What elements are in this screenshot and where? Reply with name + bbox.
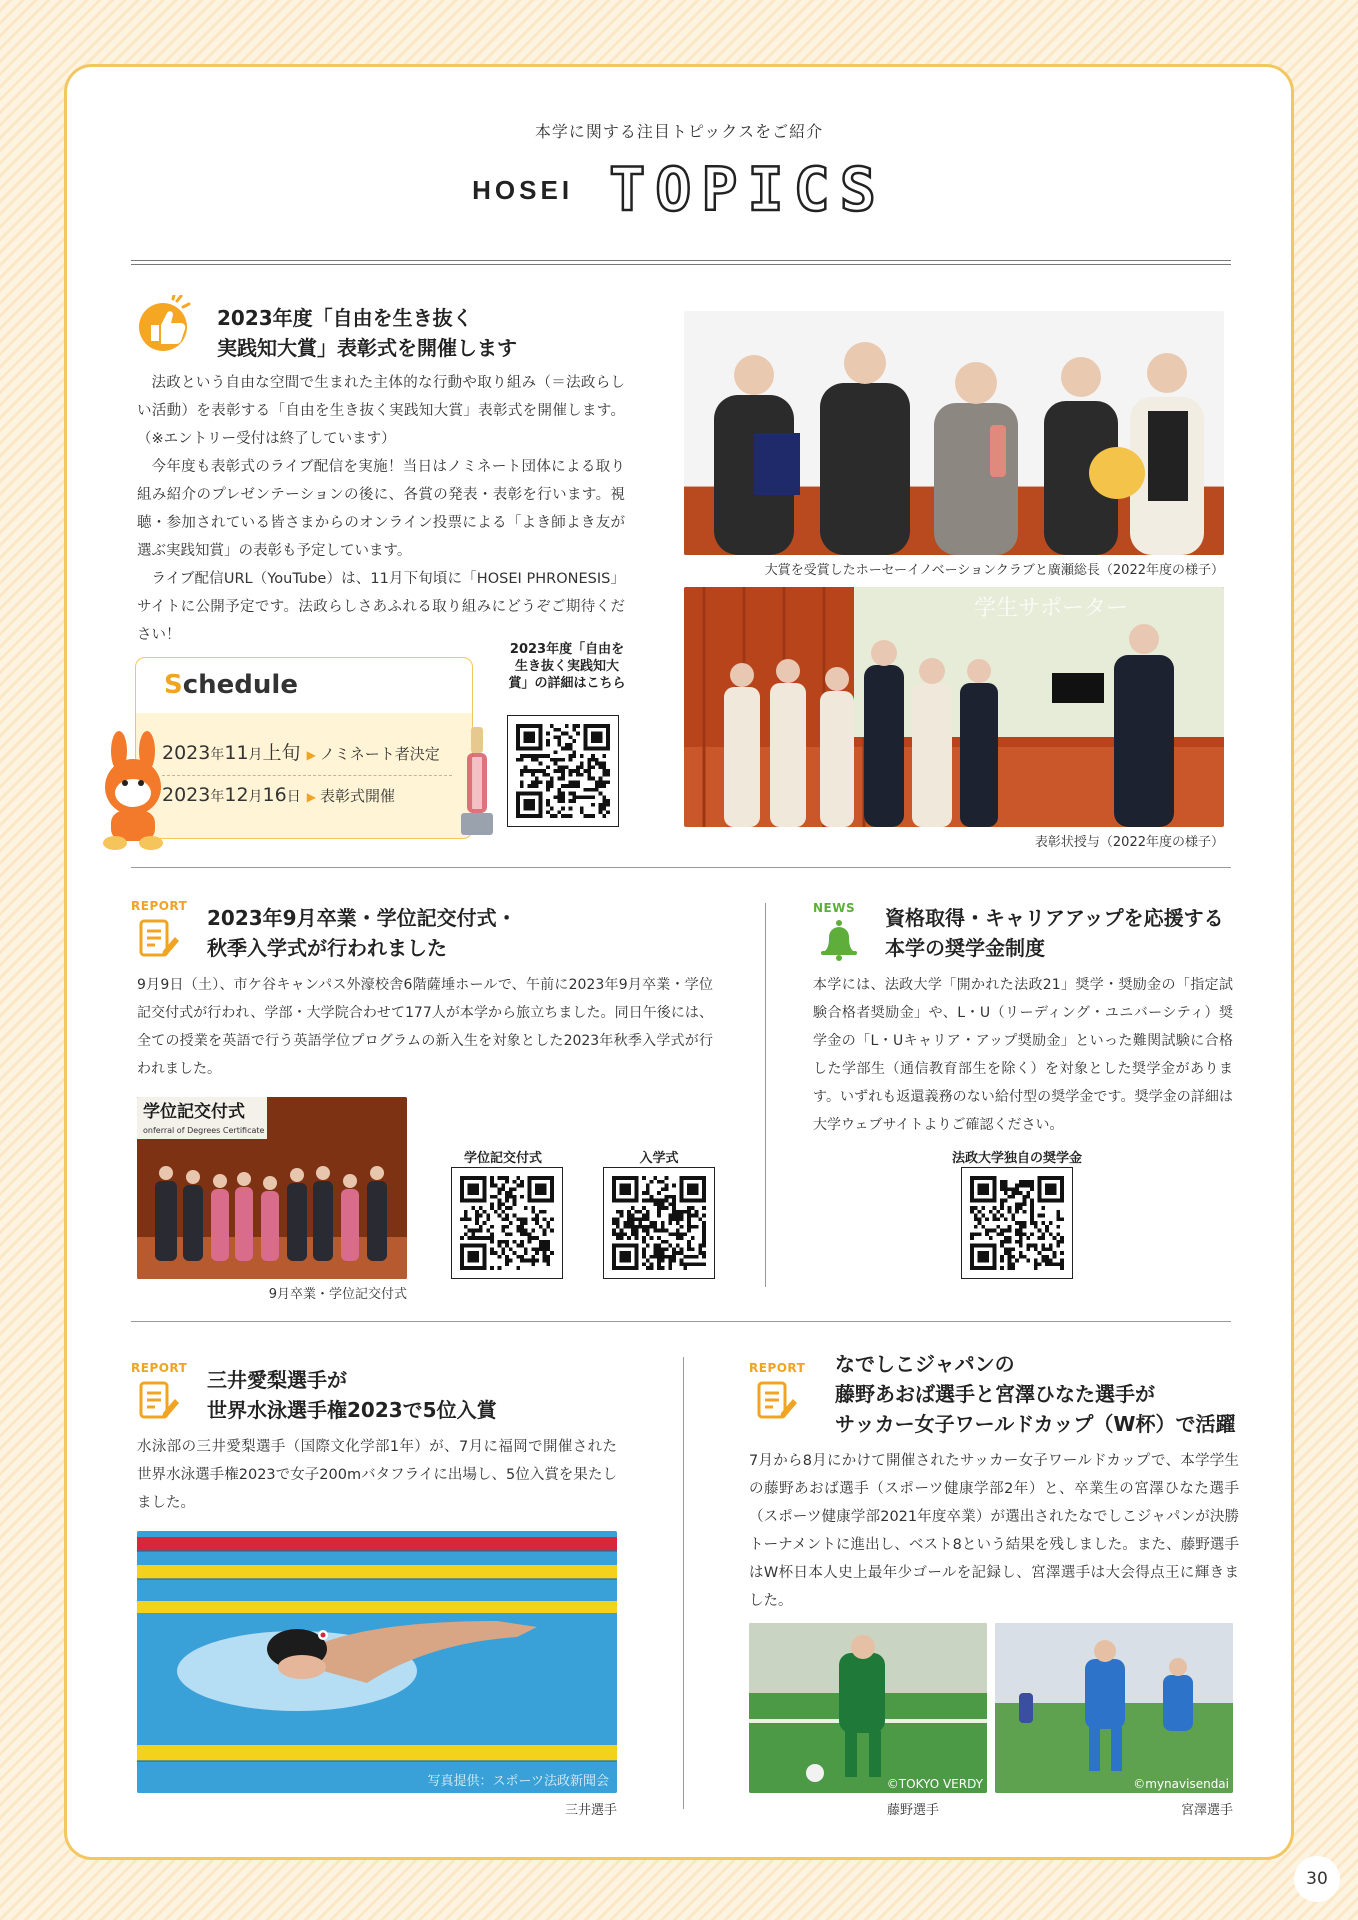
report-pencil-icon — [757, 1381, 799, 1421]
trophy-illustration — [455, 723, 499, 843]
award-paragraph-2: 今年度も表彰式のライブ配信を実施！当日はノミネート団体による取り組み紹介のプレゼンテーションの後に、各賞の発表・表彰を行います。視聴・参加されている皆さまからのオンライン投票による「よき師よき友が選ぶ実践知賞」の表彰も予定しています。 — [137, 459, 625, 559]
section-divider-2 — [131, 1321, 1231, 1322]
award-paragraph-1: 法政という自由な空間で生まれた主体的な行動や取り組み（＝法政らしい活動）を表彰する「自由を生き抜く実践知大賞」表彰式を開催します。（※エントリー受付は終了しています） — [137, 375, 625, 447]
schedule-title: Schedule — [164, 670, 298, 700]
page-subtitle: 本学に関する注目トピックスをご紹介 — [534, 122, 824, 141]
scholarship-title-line2: 本学の奨学金制度 — [885, 936, 1045, 960]
graduation-title — [207, 903, 627, 963]
award-title-line2: 実践知大賞」表彰式を開催します — [217, 336, 517, 360]
graduation-photo-caption: 9月卒業・学位記交付式 — [268, 1287, 407, 1302]
soccer-title — [835, 1349, 1255, 1439]
swimming-title-line2: 世界水泳選手権2023で5位入賞 — [207, 1398, 497, 1422]
schedule-box — [135, 657, 473, 839]
award-photo-1 — [684, 311, 1224, 555]
thumbs-up-icon — [137, 295, 193, 355]
bell-icon — [819, 919, 859, 961]
award-qr-code[interactable] — [507, 715, 619, 827]
graduation-qr1-label: 学位記交付式 — [463, 1151, 542, 1166]
soccer-photo-1-credit: ©TOKYO VERDY — [886, 1777, 983, 1791]
section-divider-1 — [131, 867, 1231, 868]
soccer-photo-2 — [995, 1623, 1233, 1793]
soccer-photo-1-caption: 藤野選手 — [886, 1803, 939, 1818]
swimming-photo-credit: 写真提供：スポーツ法政新聞会 — [427, 1774, 609, 1789]
scholarship-news-tag: NEWS — [813, 901, 856, 915]
brand-label: HOSEI — [472, 174, 574, 205]
section-vertical-divider-2 — [683, 1357, 684, 1809]
soccer-title-line2: 藤野あおば選手と宮澤ひなた選手が — [835, 1382, 1155, 1406]
mascot-illustration — [87, 731, 179, 851]
swimming-report-tag: REPORT — [131, 1361, 188, 1375]
topics-heading: TOPICS — [609, 155, 886, 225]
swimming-title-line1: 三井愛梨選手が — [207, 1368, 347, 1392]
soccer-photo-1 — [749, 1623, 987, 1793]
award-photo-2-banner: 学生サポーター — [974, 596, 1129, 621]
scholarship-qr-label: 法政大学独自の奨学金 — [951, 1151, 1082, 1166]
page-title — [67, 155, 1291, 225]
graduation-body: 9月9日（土）、市ケ谷キャンパス外濠校舎6階薩埵ホールで、午前に2023年9月卒業・学位記交付式が行われ、学部・大学院合わせて177人が本学から旅立ちました。同日午後には、全ての授業を英語で行う英語学位プログラムの新入生を対象とした2023年秋季入学式が行われました。 — [137, 977, 713, 1077]
schedule-divider — [162, 775, 452, 776]
schedule-row-1: 2023年11月上旬 ▶ ノミネート者決定 — [162, 742, 440, 764]
award-title-line1: 2023年度「自由を生き抜く — [217, 306, 473, 330]
page-number: 30 — [1294, 1856, 1340, 1902]
graduation-photo — [137, 1097, 407, 1279]
scholarship-qr-code[interactable] — [961, 1167, 1073, 1279]
scholarship-body: 本学には、法政大学「開かれた法政21」奨学・奨励金の「指定試験合格者奨励金」や、L・U（リーディング・ユニバーシティ）奨学金の「L・Uキャリア・アップ奨励金」といった難関試験に合格した学部生（通信教育部生を除く）を対象とした奨学金があります。いずれも返還義務のない給付型の奨学金です。奨学金の詳細は大学ウェブサイトよりご確認ください。 — [813, 977, 1233, 1133]
report-pencil-icon — [139, 1381, 181, 1421]
award-photo-2 — [684, 587, 1224, 827]
soccer-title-line3: サッカー女子ワールドカップ（W杯）で活躍 — [835, 1412, 1236, 1436]
section-vertical-divider-1 — [765, 903, 766, 1287]
swimming-body: 水泳部の三井愛梨選手（国際文化学部1年）が、7月に福岡で開催された世界水泳選手権2023で女子200mバタフライに出場し、5位入賞を果たしました。 — [137, 1439, 617, 1511]
award-photo-2-caption: 表彰状授与（2022年度の様子） — [1034, 835, 1224, 850]
soccer-report-tag: REPORT — [749, 1361, 806, 1375]
soccer-photo-2-caption: 宮澤選手 — [1180, 1803, 1233, 1818]
award-photo-1-caption: 大賞を受賞したホーセーイノベーションクラブと廣瀬総長（2022年度の様子） — [764, 563, 1224, 578]
graduation-title-line1: 2023年9月卒業・学位記交付式・ — [207, 906, 517, 930]
header-divider — [131, 260, 1231, 265]
topics-card — [64, 64, 1294, 1860]
swimming-photo-caption: 三井選手 — [564, 1803, 617, 1818]
swimming-title — [207, 1365, 627, 1425]
scholarship-title — [885, 903, 1265, 963]
award-title — [217, 303, 617, 363]
award-paragraph-3: ライブ配信URL（YouTube）は、11月下旬頃に「HOSEI PHRONESIS」サイトに公開予定です。法政らしさあふれる取り組みにどうぞご期待ください！ — [137, 571, 625, 643]
graduation-photo-banner-sub: onferral of Degrees Certificate — [143, 1126, 265, 1135]
graduation-qr2-label: 入学式 — [639, 1151, 679, 1166]
graduation-qr2-code[interactable] — [603, 1167, 715, 1279]
graduation-report-tag: REPORT — [131, 899, 188, 913]
award-qr-label: 2023年度「自由を生き抜く実践知大賞」の詳細はこちら — [508, 642, 626, 691]
graduation-photo-banner: 学位記交付式 — [143, 1102, 245, 1122]
report-pencil-icon — [139, 919, 181, 959]
soccer-photo-2-credit: ©mynavisendai — [1133, 1777, 1229, 1791]
graduation-title-line2: 秋季入学式が行われました — [207, 936, 447, 960]
schedule-row-2: 2023年12月16日 ▶ 表彰式開催 — [162, 784, 395, 806]
swimming-photo — [137, 1531, 617, 1793]
graduation-qr1-code[interactable] — [451, 1167, 563, 1279]
award-body — [137, 369, 625, 649]
soccer-title-line1: なでしこジャパンの — [835, 1352, 1015, 1376]
soccer-body: 7月から8月にかけて開催されたサッカー女子ワールドカップで、本学学生の藤野あおば選手（スポーツ健康学部2年）と、卒業生の宮澤ひなた選手（スポーツ健康学部2021年度卒業）が選出されたなでしこジャパンが決勝トーナメントに進出し、ベスト8という結果を残しました。また、藤野選手はW杯日本人史上最年少ゴールを記録し、宮澤選手は大会得点王に輝きました。 — [749, 1453, 1239, 1609]
scholarship-title-line1: 資格取得・キャリアアップを応援する — [885, 906, 1224, 930]
